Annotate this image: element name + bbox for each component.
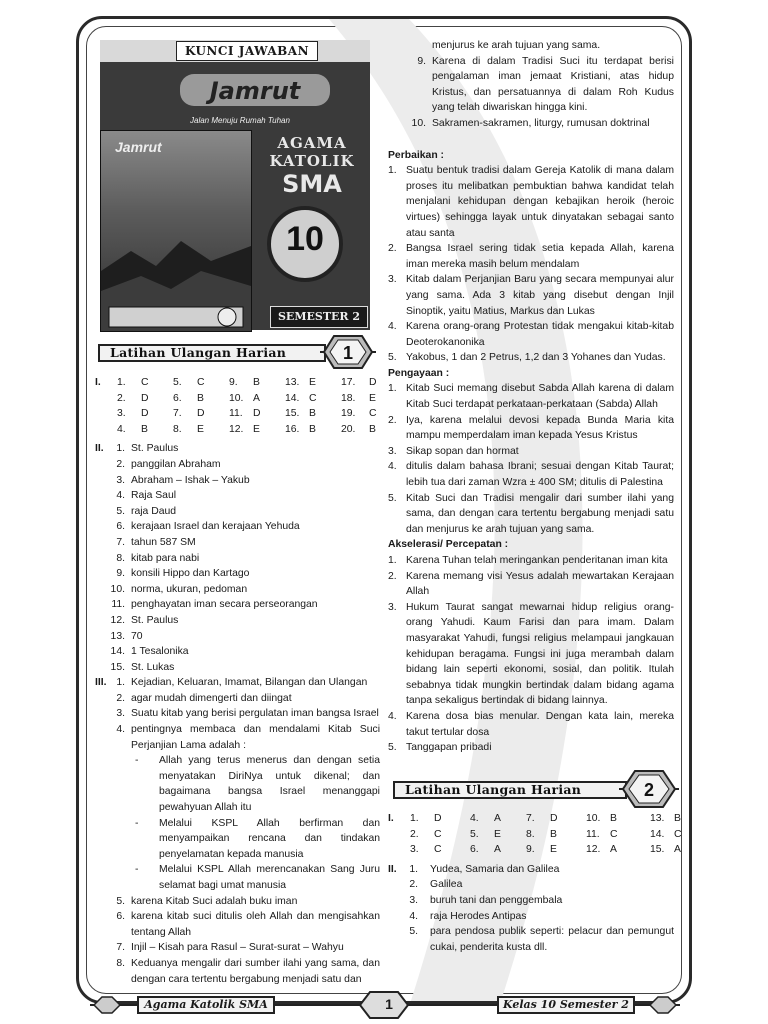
lhu2-number: 2 [643, 780, 655, 800]
list-item [388, 569, 674, 600]
sub-list-item [95, 753, 380, 815]
item-text: Karena orang-orang Protestan tidak mengakui kitab-kitab Deoterokanonika [406, 321, 674, 348]
cover-slogan: Jalan Menuju Rumah Tuhan [190, 116, 290, 125]
list-item [388, 272, 674, 319]
answer-choice: B [309, 423, 316, 435]
item-number: 6. [116, 911, 125, 923]
answer-number: 9. [229, 377, 238, 388]
answer-choice: B [197, 392, 204, 404]
item-number: 2. [388, 570, 397, 582]
item-number: 5. [388, 492, 397, 504]
item-number: 1. [388, 165, 397, 177]
item-text: Galilea [430, 879, 463, 891]
list-item [388, 491, 674, 538]
list-item [388, 350, 674, 366]
cover-book-illustration [100, 130, 252, 332]
answer-number: 3. [117, 408, 126, 420]
item-number: 4. [388, 461, 397, 473]
answer-number: 14. [650, 828, 665, 840]
footer-subject: Agama Katolik SMA [137, 996, 275, 1014]
item-text: Bangsa Israel sering tidak setia kepada Allah, karena iman mereka masih belum mendalam [406, 243, 674, 270]
item-number: 13. [110, 630, 125, 642]
item-number: 1. [116, 443, 125, 455]
answer-row [95, 406, 380, 422]
list-item [388, 319, 674, 350]
item-text: Hukum Taurat sangat mewarnai hidup religius orang-orang Yahudi. Kaum Farisi dan para imam. Dalam masyarakat Yahudi, fungsi religius melampaui jangkauan kehidupan beragama. Fungsi ini juga merambah dalam bidang lain seperti ekonomi, sosial, dan politik. Itulah sebabnya tidak mungkin bertindak dalam bidang agama tanpa sekaligus bertindak di bidang lainnya. [406, 601, 674, 707]
item-text: Sikap sopan dan hormat [406, 445, 519, 457]
item-text: raja Daud [131, 505, 177, 517]
item-number: 2. [409, 879, 418, 891]
answer-number: 15. [285, 408, 300, 420]
cover-subject-title [262, 134, 362, 170]
item-number: 15. [110, 661, 125, 673]
answer-choice: C [434, 828, 442, 840]
answer-choice: A [494, 844, 501, 856]
list-item [95, 551, 380, 567]
list-item [95, 535, 380, 551]
answer-choice: C [610, 828, 618, 840]
list-item [388, 600, 674, 709]
answer-number: 14. [285, 392, 300, 404]
list-item [388, 413, 674, 444]
answer-choice: E [197, 423, 204, 435]
lhu2-number-badge [619, 769, 679, 809]
answer-choice: C [141, 377, 149, 388]
answer-number: 6. [173, 392, 182, 404]
item-number: 11. [111, 599, 125, 611]
answer-number: 12. [586, 844, 601, 856]
list-item [95, 894, 380, 910]
list-item [95, 504, 380, 520]
list-item [95, 691, 380, 707]
list-item [95, 675, 380, 691]
item-text: Suatu kitab yang berisi pergulatan iman bangsa Israel [131, 708, 379, 720]
cover-subject-line2: KATOLIK [269, 152, 355, 170]
item-number: 1. [388, 555, 397, 566]
list-item [95, 441, 380, 457]
lhu2-section-2 [388, 862, 674, 956]
perbaikan-list [388, 163, 674, 366]
list-item [95, 660, 380, 676]
answer-choice: D [550, 813, 558, 824]
answer-number: 11. [586, 828, 600, 840]
answer-number: 1. [117, 377, 126, 388]
item-text: Karena dosa bias menular. Dengan kata lain, mereka takut tertular dosa [406, 710, 674, 738]
item-number: 3. [388, 445, 397, 457]
answer-number: 8. [173, 423, 182, 435]
list-item [388, 381, 674, 412]
item-number: 3. [116, 474, 125, 486]
answer-choice: C [309, 392, 317, 404]
item-text: St. Paulus [131, 614, 179, 626]
item-number: 3. [388, 274, 397, 286]
item-text: 70 [131, 630, 143, 642]
section-label: I. [388, 813, 394, 824]
item-number: 3. [116, 708, 125, 720]
item-number: 4. [116, 724, 125, 736]
lhu1-number-badge [320, 334, 376, 370]
item-number: 3. [388, 601, 397, 613]
answer-choice: E [369, 392, 376, 404]
lhu1-section-2 [95, 441, 380, 675]
cover-banner-title: KUNCI JAWABAN [176, 41, 318, 61]
jamrut-logo [180, 70, 330, 110]
lhu2-answers [388, 811, 682, 955]
item-number: 4. [388, 710, 397, 722]
cover-semester: SEMESTER 2 [270, 306, 368, 328]
sub-list-item [95, 816, 380, 863]
item-text: Raja Saul [131, 490, 177, 502]
item-number: 2. [388, 243, 397, 255]
item-text: Keduanya mengalir dari sumber ilahi yang sama, dan dengan cara tertentu bergabung menjadi satu dan [131, 957, 380, 985]
lhu2-banner [393, 777, 683, 801]
item-text: Injil – Kisah para Rasul – Surat-surat – Wahyu [131, 942, 344, 954]
answer-choice: B [550, 828, 557, 840]
item-text: Kitab dalam Perjanjian Baru yang secara mempunyai alur yang sama. Ada 3 kitab yang disebut dengan Injil Sinoptik, yaitu Matius, Markus dan Lukas [406, 274, 674, 317]
item-number: 10. [411, 117, 426, 129]
item-number: 5. [116, 505, 125, 517]
item-text: karena Kitab Suci adalah buku iman [131, 895, 298, 907]
item-text: konsili Hippo dan Kartago [131, 568, 250, 580]
answer-number: 6. [470, 844, 479, 856]
mountain-illustration [101, 231, 251, 331]
answer-row [388, 811, 681, 827]
item-text: para pendosa publik seperti: pelacur dan pemungut cukai, penderita kusta dll. [430, 926, 674, 953]
perbaikan-heading: Perbaikan : [388, 149, 445, 161]
book-cover-image [100, 40, 370, 330]
item-number: 9. [417, 55, 426, 67]
item-number: 8. [116, 957, 125, 969]
continued-line: menjurus ke arah tujuan yang sama. [432, 40, 601, 51]
answer-row [388, 842, 681, 858]
item-text: Tanggapan pribadi [406, 742, 492, 754]
footer-page-number: 1 [385, 996, 393, 1012]
answer-choice: C [434, 844, 442, 856]
item-text: St. Lukas [131, 661, 175, 673]
answer-row [388, 827, 682, 843]
list-item [388, 862, 674, 878]
item-text: buruh tani dan penggembala [430, 894, 563, 906]
answer-number: 13. [650, 813, 665, 824]
section-label: II. [388, 863, 397, 875]
answer-row [95, 391, 380, 407]
answer-choice: D [253, 408, 261, 420]
item-number: 9. [116, 568, 125, 580]
list-item [388, 163, 674, 241]
item-text: Yakobus, 1 dan 2 Petrus, 1,2 dan 3 Yohanes dan Yudas. [406, 352, 666, 364]
answer-choice: A [253, 392, 260, 404]
cover-banner [100, 40, 370, 62]
sub-list-item [95, 862, 380, 893]
list-item [95, 457, 380, 473]
cover-subject-line1: AGAMA [277, 134, 347, 152]
item-text: Melalui KSPL Allah berfirman dan menyampaikan rencana dan tindakan penyelamatan kepada manusia [159, 817, 380, 860]
answer-number: 2. [410, 828, 419, 840]
item-text: tahun 587 SM [131, 536, 196, 548]
list-item [95, 582, 380, 598]
section-label: I. [95, 377, 101, 388]
answer-number: 11. [229, 408, 243, 420]
answer-number: 8. [526, 828, 535, 840]
item-text: Yudea, Samaria dan Galilea [430, 863, 560, 875]
list-item [95, 629, 380, 645]
item-number: 4. [409, 910, 418, 922]
list-item [388, 709, 674, 740]
lhu1-section-1 [95, 375, 380, 441]
item-number: 12. [110, 614, 125, 626]
item-text: penghayatan iman secara perseorangan [131, 599, 318, 611]
pengayaan-heading: Pengayaan : [388, 367, 450, 379]
item-text: Abraham – Ishak – Yakub [131, 474, 250, 486]
answer-number: 18. [341, 392, 356, 404]
item-number: 2. [116, 692, 125, 704]
answer-choice: E [253, 423, 260, 435]
item-number: 8. [116, 552, 125, 564]
akselerasi-list [388, 553, 674, 756]
answer-number: 19. [341, 408, 356, 420]
answer-number: 13. [285, 377, 300, 388]
answer-row [95, 422, 380, 438]
cover-book-logo: Jamrut [115, 139, 162, 155]
item-text: St. Paulus [131, 443, 179, 455]
item-number: 4. [388, 321, 397, 333]
grade-number: 10 [286, 220, 324, 258]
list-item [388, 924, 674, 955]
section-label: III. [95, 677, 107, 689]
answer-choice: B [141, 423, 148, 435]
answer-number: 10. [229, 392, 244, 404]
answer-number: 12. [229, 423, 244, 435]
item-number: 3. [409, 894, 418, 906]
item-text: raja Herodes Antipas [430, 910, 527, 922]
item-number: 1. [388, 383, 397, 395]
item-text: Iya, karena melalui devosi kepada Bunda Maria kita mampu memperdalam iman kepada Yesus Kristus [406, 414, 674, 442]
answer-number: 7. [526, 813, 535, 824]
item-number: 6. [116, 521, 125, 533]
item-text: kitab para nabi [131, 552, 200, 564]
footer-class: Kelas 10 Semester 2 [497, 996, 635, 1014]
lhu2-banner-title: Latihan Ulangan Harian [405, 782, 582, 797]
answer-choice: A [674, 844, 681, 856]
item-number: 5. [116, 895, 125, 907]
answer-number: 7. [173, 408, 182, 420]
answer-choice: D [197, 408, 205, 420]
answer-number: 5. [470, 828, 479, 840]
answer-choice: E [494, 828, 501, 840]
item-number: 10. [110, 583, 125, 595]
answer-choice: D [369, 377, 377, 388]
list-item [95, 644, 380, 660]
list-item [388, 553, 674, 569]
item-text: Karena Tuhan telah meringankan penderitanan iman kita [406, 555, 668, 566]
continued-items [388, 54, 674, 132]
list-item [95, 956, 380, 987]
svg-text:Jamrut: Jamrut [209, 77, 301, 105]
answer-number: 9. [526, 844, 535, 856]
answer-number: 2. [117, 392, 126, 404]
item-number: - [135, 864, 139, 876]
list-item [388, 877, 674, 893]
item-text: Karena memang visi Yesus adalah mewartakan Kerajaan Allah [406, 570, 674, 598]
answer-choice: B [674, 813, 681, 824]
answer-choice: B [369, 423, 376, 435]
answer-choice: D [141, 408, 149, 420]
item-text: kerajaan Israel dan kerajaan Yehuda [131, 521, 300, 533]
answer-choice: B [253, 377, 260, 388]
item-number: 14. [110, 646, 125, 658]
answer-choice: A [494, 813, 501, 824]
item-number: - [135, 817, 139, 829]
list-item [388, 459, 674, 490]
answer-choice: C [369, 408, 377, 420]
answer-choice: D [141, 392, 149, 404]
list-item [95, 566, 380, 582]
section-label: II. [95, 443, 104, 455]
item-number: 5. [409, 926, 418, 938]
list-item [95, 613, 380, 629]
pengayaan-list [388, 381, 674, 537]
list-item [388, 740, 674, 756]
answer-row [95, 375, 380, 391]
list-item [95, 940, 380, 956]
answer-choice: C [674, 828, 682, 840]
answer-choice: A [610, 844, 617, 856]
item-text: Kitab Suci dan Tradisi mengalir dari sumber ilahi yang sama, dan dengan cara tertentu bergabung menjadi satu dan menjurus ke arah tujuan yang sama. [406, 492, 674, 535]
answer-number: 20. [341, 423, 356, 435]
item-number: 2. [388, 414, 397, 426]
answer-choice: B [309, 408, 316, 420]
item-number: 7. [116, 536, 125, 548]
list-item [95, 909, 380, 940]
answer-number: 16. [285, 423, 300, 435]
item-number: 1. [409, 863, 418, 875]
lhu1-banner-title: Latihan Ulangan Harian [110, 345, 287, 360]
answer-choice: E [550, 844, 557, 856]
item-text: pentingnya membaca dan mendalami Kitab Suci Perjanjian Lama adalah : [131, 724, 380, 751]
right-column [388, 38, 674, 756]
answer-number: 4. [470, 813, 479, 824]
item-number: 2. [116, 458, 125, 470]
answer-number: 3. [410, 844, 419, 856]
list-item [388, 444, 674, 460]
list-item [95, 706, 380, 722]
item-number: - [135, 755, 139, 767]
answer-number: 10. [586, 813, 601, 824]
lhu2-section-1 [388, 811, 682, 862]
item-number: 1. [116, 677, 125, 689]
answer-number: 17. [341, 377, 356, 388]
item-text: Suatu bentuk tradisi dalam Gereja Katolik di mana dalam proses itu melibatkan pembuktian bahwa kandidat telah menjalani kehidupan dengan kebajikan heroik (heroic virtues) sehingga layak untuk dinyatakan sebagai santo atau santa [406, 165, 674, 239]
list-item [95, 722, 380, 753]
item-text: Sakramen-sakramen, liturgy, rumusan doktrinal [432, 117, 650, 129]
lhu1-banner [98, 340, 378, 364]
list-item [388, 241, 674, 272]
list-item [388, 116, 674, 132]
answer-choice: B [610, 813, 617, 824]
list-item [95, 519, 380, 535]
answer-number: 4. [117, 423, 126, 435]
item-text: Melalui KSPL Allah merencanakan Sang Juru selamat bagi umat manusia [159, 864, 380, 891]
item-number: 5. [388, 352, 397, 364]
item-number: 5. [388, 742, 397, 754]
item-text: Karena di dalam Tradisi Suci itu terdapat berisi pengalaman iman jemaat Kristiani, atas hidup Kristus, dan persatuannya di dalam Roh Kudus yang telah diwariskan hingga kini. [432, 55, 674, 114]
item-text: agar mudah dimengerti dan diingat [131, 692, 292, 704]
list-item [388, 893, 674, 909]
item-number: 4. [116, 490, 125, 502]
list-item [388, 54, 674, 116]
item-number: 7. [116, 942, 125, 954]
answer-choice: D [434, 813, 442, 824]
item-text: karena kitab suci ditulis oleh Allah dan mengisahkan tentang Allah [131, 911, 380, 938]
item-text: 1 Tesalonika [131, 646, 189, 658]
list-item [95, 488, 380, 504]
answer-number: 1. [410, 813, 419, 824]
item-text: Kitab Suci memang disebut Sabda Allah karena di dalam Kitab Suci terdapat perkataan-perkataan (Sabda) Allah [406, 383, 674, 411]
list-item [95, 473, 380, 489]
item-text: panggilan Abraham [131, 458, 221, 470]
list-item [388, 909, 674, 925]
lhu1-section-3 [95, 675, 380, 987]
cover-level: SMA [282, 170, 342, 198]
answer-choice: C [197, 377, 205, 388]
akselerasi-heading: Akselerasi/ Percepatan : [388, 539, 509, 551]
item-text: Allah yang terus menerus dan dengan setia menyatakan DiriNya untuk dikenal; dan bagaimana bangsa Israel menanggapi pewahyuan Allah itu [159, 755, 380, 814]
item-text: norma, ukuran, pedoman [131, 583, 248, 595]
answer-number: 5. [173, 377, 182, 388]
item-text: Kejadian, Keluaran, Imamat, Bilangan dan Ulangan [131, 677, 368, 689]
answer-choice: E [309, 377, 316, 388]
item-text: ditulis dalam bahasa Ibrani; sesuai dengan Kitab Taurat; lebih tua dari zaman Wzra ± 400 SM; ditulis di Palestina [406, 461, 674, 489]
left-column [95, 375, 380, 987]
answer-number: 15. [650, 844, 665, 856]
list-item [95, 597, 380, 613]
lhu1-number: 1 [342, 343, 354, 363]
